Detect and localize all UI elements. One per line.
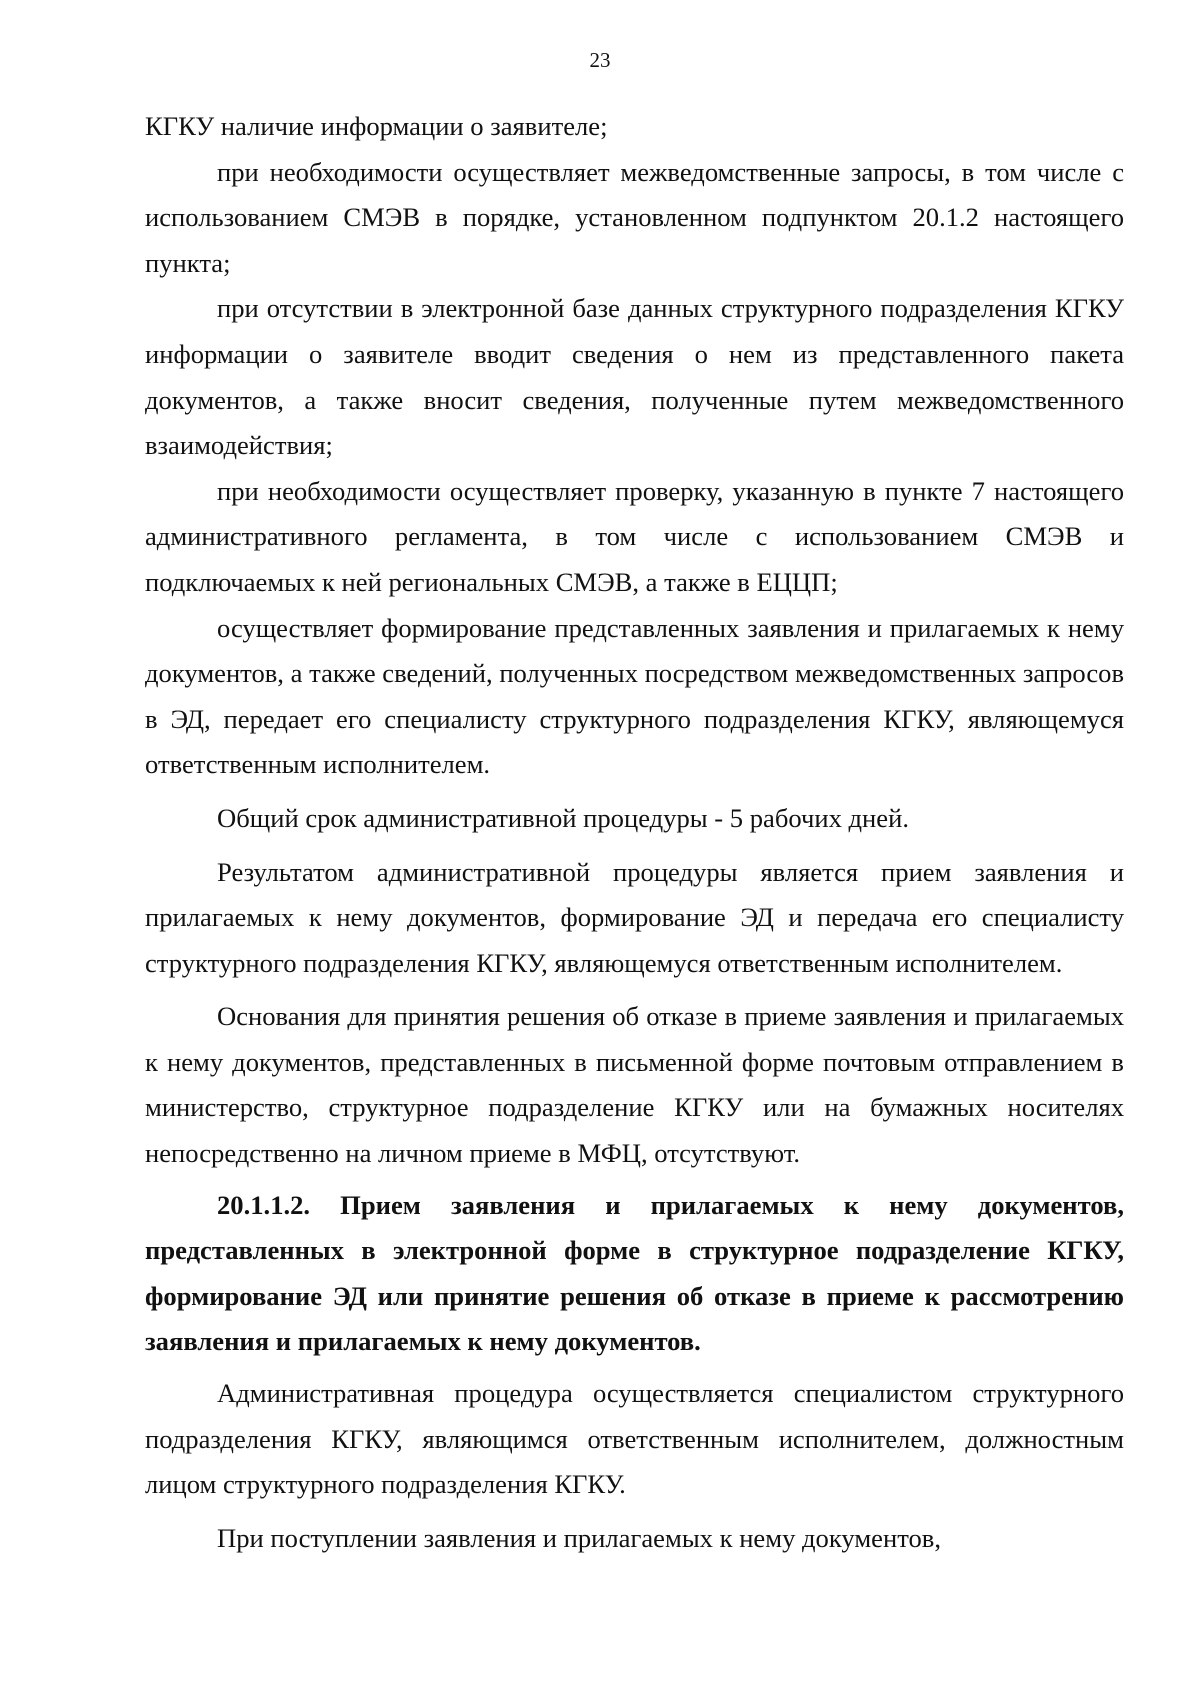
paragraph-on-receipt: При поступлении заявления и прилагаемых к нему документов, [217,1522,941,1553]
document-body [145,104,1124,1561]
paragraph-ed-formation: осуществляет формирование представленных заявления и прилагаемых к нему документов, а также сведений, полученных посредством межведомственных запросов в ЭД, передает его специалисту структурного подразделения КГКУ, являющемуся ответственным исполнителем. [145,612,1124,780]
section-heading-20-1-1-2: 20.1.1.2. Прием заявления и прилагаемых к нему документов, представленных в электронной форме в структурное подразделение КГКУ, формирование ЭД или принятие решения об отказе в приеме к рассмотрению заявления и прилагаемых к нему документов. [145,1189,1124,1357]
paragraph-procedure-performer: Административная процедура осуществляется специалистом структурного подразделения КГКУ, являющимся ответственным исполнителем, должностным лицом структурного подразделения КГКУ. [145,1378,1124,1500]
paragraph-procedure-result: Результатом административной процедуры является прием заявления и прилагаемых к нему документов, формирование ЭД и передача его специалисту структурного подразделения КГКУ, являющемуся ответственным исполнителем. [145,856,1124,978]
paragraph-procedure-term: Общий срок административной процедуры - 5 рабочих дней. [217,802,909,833]
paragraph-refusal-grounds: Основания для принятия решения об отказе в приеме заявления и прилагаемых к нему документов, представленных в письменной форме почтовым отправлением в министерство, структурное подразделение КГКУ или на бумажных носителях непосредственно на личном приеме в МФЦ, отсутствуют. [145,1001,1124,1169]
paragraph-verification: при необходимости осуществляет проверку, указанную в пункте 7 настоящего административного регламента, в том числе с использованием СМЭВ и подключаемых к ней региональных СМЭВ, а также в ЕЦЦП; [145,475,1124,597]
paragraph-interagency-requests: при необходимости осуществляет межведомственные запросы, в том числе с использованием СМЭВ в порядке, установленном подпунктом 20.1.2 настоящего пункта; [145,156,1124,278]
paragraph-continuation: КГКУ наличие информации о заявителе; [145,111,608,141]
paragraph-data-entry: при отсутствии в электронной базе данных структурного подразделения КГКУ информации о заявителе вводит сведения о нем из представленного пакета документов, а также вносит сведения, полученные путем межведомственного взаимодействия; [145,293,1124,461]
page-number: 23 [589,48,611,72]
